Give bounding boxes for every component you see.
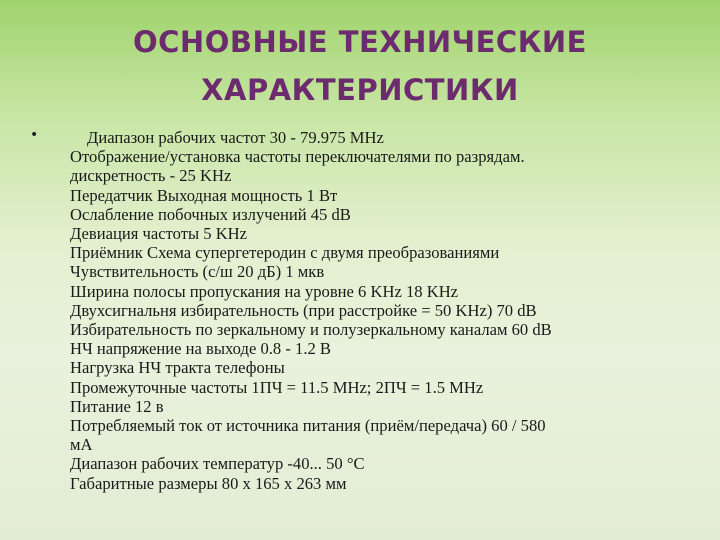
spec-line: Ослабление побочных излучений 45 dB <box>70 204 351 224</box>
spec-line: Диапазон рабочих частот 30 - 79.975 MHz <box>87 128 384 147</box>
spec-line: Нагрузка НЧ тракта телефоны <box>70 358 285 378</box>
spec-list <box>70 128 690 493</box>
slide-title-line-2: ХАРАКТЕРИСТИКИ <box>201 73 519 107</box>
spec-line: Двухсигнальня избирательность (при расстройке = 50 KHz) 70 dB <box>70 300 537 320</box>
spec-line: Диапазон рабочих температур -40... 50 °C <box>70 454 365 474</box>
slide-title-line-1: ОСНОВНЫЕ ТЕХНИЧЕСКИЕ <box>133 25 587 59</box>
spec-line: Потребляемый ток от источника питания (приём/передача) 60 / 580 <box>70 416 546 436</box>
spec-line: Промежуточные частоты 1ПЧ = 11.5 MHz; 2ПЧ = 1.5 MHz <box>70 377 484 397</box>
spec-line: Габаритные размеры 80 x 165 x 263 мм <box>70 473 347 493</box>
spec-line: Приёмник Схема супергетеродин с двумя преобразованиями <box>70 243 500 263</box>
spec-line: дискретность - 25 KHz <box>70 166 232 186</box>
spec-line: НЧ напряжение на выходе 0.8 - 1.2 В <box>70 339 331 359</box>
slide-title <box>0 18 720 114</box>
spec-line: Отображение/установка частоты переключателями по разрядам. <box>70 147 525 167</box>
spec-line: мА <box>70 435 93 455</box>
spec-line: Чувствительность (с/ш 20 дБ) 1 мкв <box>70 262 325 282</box>
spec-line: Ширина полосы пропускания на уровне 6 KHz 18 KHz <box>70 281 459 301</box>
spec-line: Питание 12 в <box>70 396 164 416</box>
spec-line: Избирательность по зеркальному и полузеркальному каналам 60 dB <box>70 320 552 340</box>
bullet-marker: • <box>30 127 39 143</box>
spec-line: Передатчик Выходная мощность 1 Вт <box>70 185 338 205</box>
spec-line: Девиация частоты 5 KHz <box>70 224 248 244</box>
